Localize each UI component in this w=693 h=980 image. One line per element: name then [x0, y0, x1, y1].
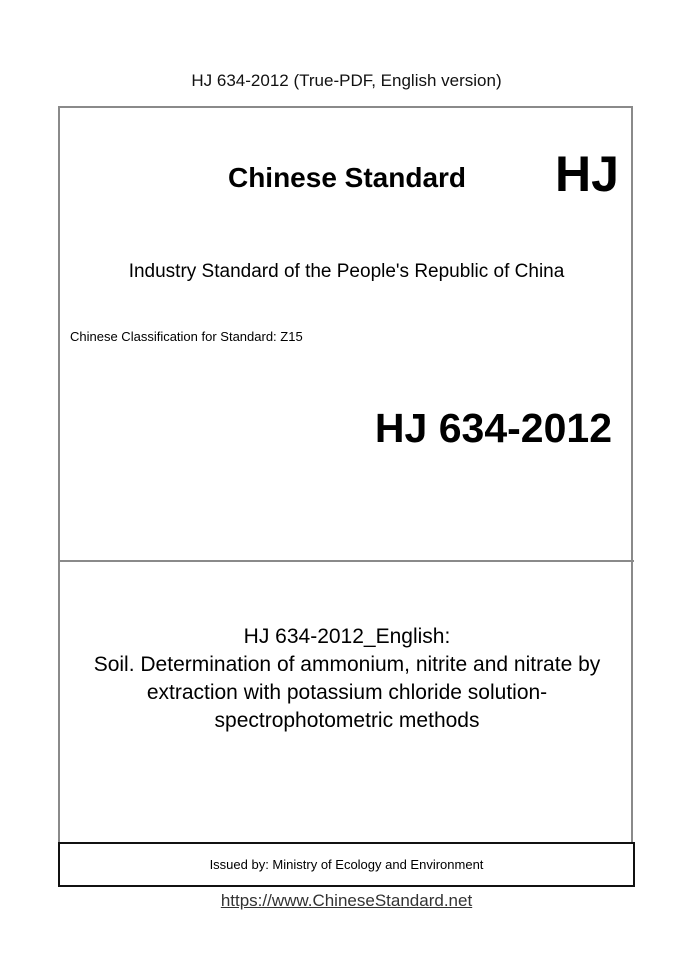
website-link[interactable]: https://www.ChineseStandard.net	[220, 891, 473, 910]
standard-label: Chinese Standard	[227, 162, 467, 193]
document-title	[62, 623, 632, 735]
standard-mark: HJ	[555, 146, 619, 202]
issuer-text: Issued by: Ministry of Ecology and Environment	[209, 857, 484, 872]
title-line: HJ 634-2012_English:	[243, 625, 451, 648]
footer-link-container	[0, 891, 693, 911]
document-header-caption: HJ 634-2012 (True-PDF, English version)	[191, 71, 502, 90]
industry-line: Industry Standard of the People's Republic of China	[128, 261, 565, 282]
title-line: spectrophotometric methods	[214, 709, 480, 732]
section-divider	[58, 560, 634, 562]
classification-text: Chinese Classification for Standard: Z15	[70, 329, 303, 344]
title-line: Soil. Determination of ammonium, nitrite and nitrate by	[93, 653, 601, 676]
standard-number: HJ 634-2012	[374, 405, 612, 451]
title-line: extraction with potassium chloride solution-	[146, 681, 548, 704]
issuer-box	[58, 842, 635, 887]
